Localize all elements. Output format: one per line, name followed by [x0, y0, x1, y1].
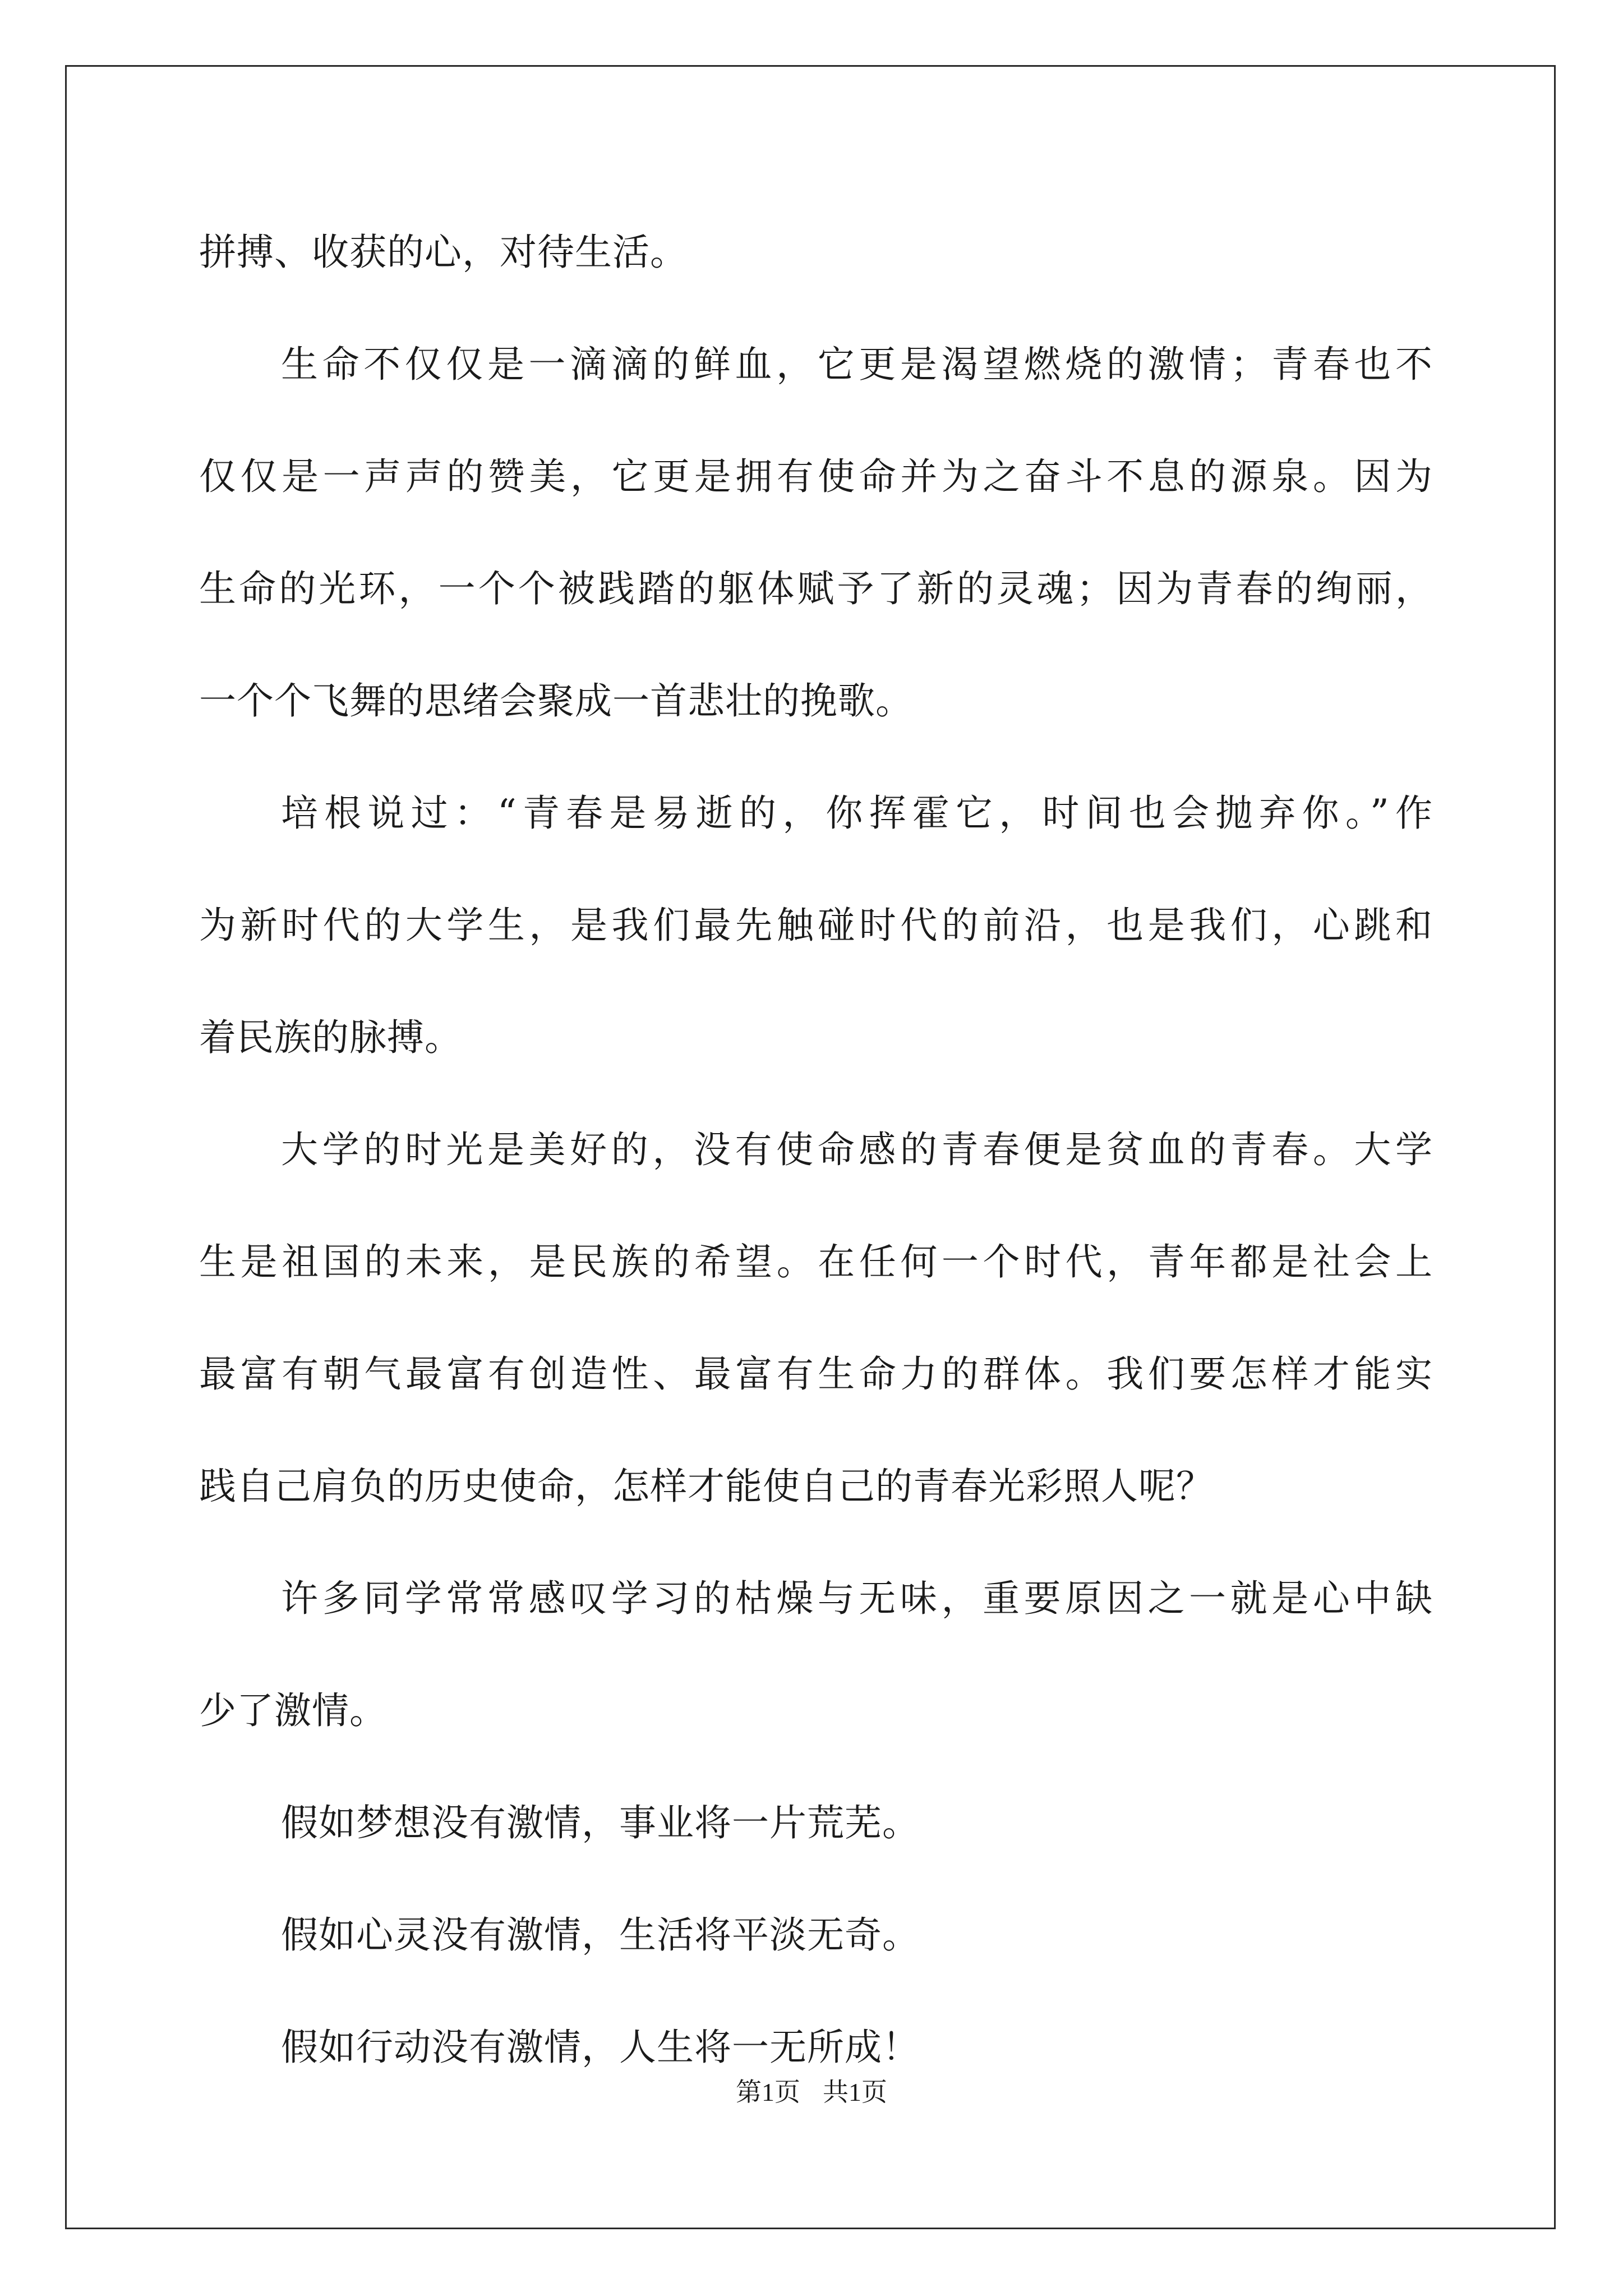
text-line: 假如梦想没有激情，事业将一片荒芜。 [281, 1801, 920, 1844]
text-line: 践自己肩负的历史使命，怎样才能使自己的青春光彩照人呢？ [199, 1465, 1214, 1508]
text-line: 一个个飞舞的思绪会聚成一首悲壮的挽歌。 [199, 679, 913, 723]
text-line: 假如行动没有激情，人生将一无所成！ [281, 2026, 920, 2069]
text-line: 生是祖国的未来，是民族的希望。在任何一个时代，青年都是社会上 [199, 1240, 1433, 1283]
text-line: 生命不仅仅是一滴滴的鲜血，它更是渴望燃烧的激情；青春也不 [281, 343, 1433, 386]
text-line: 最富有朝气最富有创造性、最富有生命力的群体。我们要怎样才能实 [199, 1352, 1433, 1396]
text-line: 生命的光环，一个个被践踏的躯体赋予了新的灵魂；因为青春的绚丽， [199, 567, 1433, 610]
text-line: 仅仅是一声声的赞美，它更是拥有使命并为之奋斗不息的源泉。因为 [199, 455, 1433, 498]
text-line: 拼搏、收获的心，对待生活。 [199, 231, 688, 274]
text-line: 许多同学常常感叹学习的枯燥与无味，重要原因之一就是心中缺 [281, 1577, 1433, 1620]
text-line: 少了激情。 [199, 1689, 387, 1732]
document-body [199, 219, 1433, 2126]
text-line: 着民族的脉搏。 [199, 1016, 462, 1059]
text-line: 大学的时光是美好的，没有使命感的青春便是贫血的青春。大学 [281, 1128, 1433, 1171]
text-line: 培根说过：“青春是易逝的，你挥霍它，时间也会抛弃你。”作 [281, 792, 1433, 835]
text-line: 假如心灵没有激情，生活将平淡无奇。 [281, 1913, 920, 1957]
text-line: 为新时代的大学生，是我们最先触碰时代的前沿，也是我们，心跳和 [199, 904, 1433, 947]
page-number: 第1页 [736, 2078, 800, 2106]
page-total: 共1页 [823, 2078, 887, 2106]
page-footer [0, 2076, 1623, 2109]
